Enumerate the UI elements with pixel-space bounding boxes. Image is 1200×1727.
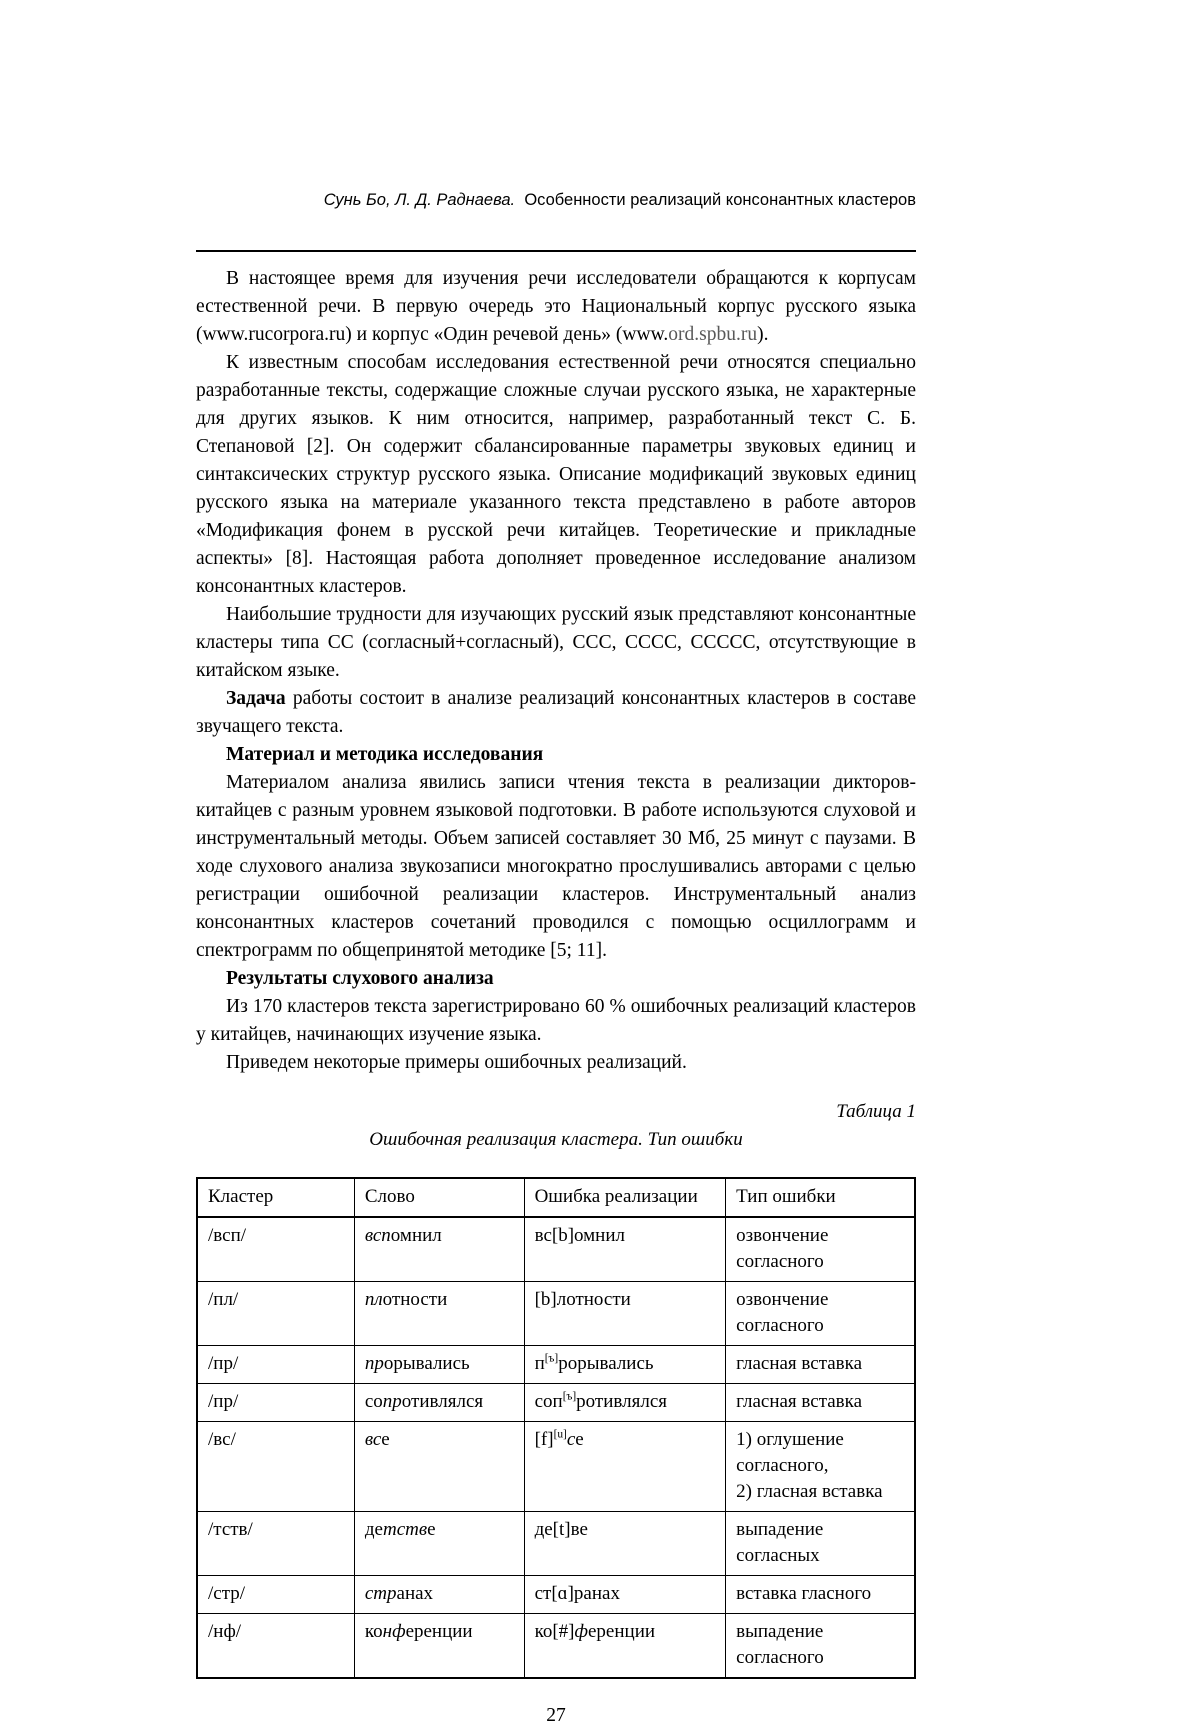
text-segment: работы состоит в анализе реализаций консонантных кластеров в составе звучащего текста. (196, 688, 916, 737)
cell-error-realization (524, 1576, 726, 1614)
cell-word (354, 1217, 524, 1282)
paragraph (196, 993, 916, 1049)
text-segment: пр (382, 1391, 402, 1412)
cell-cluster: /пл/ (197, 1282, 354, 1346)
column-header: Кластер (197, 1178, 354, 1217)
text-segment: Материал и методика исследования (226, 744, 544, 765)
text-segment: орывались (383, 1353, 470, 1374)
cell-error-realization (524, 1217, 726, 1282)
text-segment: 2) гласная вставка (736, 1481, 883, 1502)
text-column (196, 0, 916, 1727)
cell-word (354, 1614, 524, 1679)
text-segment: ). (757, 324, 769, 345)
table-head (197, 1178, 915, 1217)
cell-error-type (726, 1422, 915, 1512)
text-segment: п (534, 1353, 545, 1374)
cell-error-type (726, 1614, 915, 1679)
table-row (197, 1422, 915, 1512)
table-row (197, 1576, 915, 1614)
cell-word (354, 1346, 524, 1384)
text-segment: гласная вставка (736, 1353, 863, 1374)
text-segment: [u] (553, 1428, 567, 1441)
cell-word (354, 1576, 524, 1614)
table-row (197, 1384, 915, 1422)
paragraph (196, 1049, 916, 1077)
column-header: Тип ошибки (726, 1178, 915, 1217)
table-label: Таблица 1 (836, 1101, 916, 1122)
running-head (196, 190, 916, 210)
text-segment: еренции (405, 1621, 473, 1642)
text-segment: де[t]ве (534, 1519, 588, 1540)
text-segment: Приведем некоторые примеры ошибочных реализаций. (226, 1052, 687, 1073)
text-segment: ко (364, 1621, 383, 1642)
table-caption: Ошибочная реализация кластера. Тип ошибки (369, 1129, 743, 1150)
cell-cluster: /вс/ (197, 1422, 354, 1512)
text-segment: озвончение согласного (736, 1289, 829, 1336)
cell-word (354, 1384, 524, 1422)
text-segment: отности (382, 1289, 448, 1310)
text-segment: пл (364, 1289, 383, 1310)
text-segment: е (427, 1519, 436, 1540)
text-segment: тств (382, 1519, 428, 1540)
text-segment: ротивлялся (576, 1391, 667, 1412)
cell-error-realization (524, 1346, 726, 1384)
text-segment: омнил (390, 1225, 442, 1246)
text-segment: К известным способам исследования естественной речи относятся специально разработанные тексты, содержащие сложные случаи русского языка, не характерные для других языков. К ним относится, например, разработанный текст С. Б. Степановой [2]. Он содержит сбалансированные параметры звуковых единиц и синтаксических структур русского языка. Описание модификаций звуковых единиц русского языка на материале указанного текста представлено в работе авторов «Модификация фонем в русской речи китайцев. Теоретические и прикладные аспекты» [8]. Настоящая работа дополняет проведенное исследование анализом консонантных кластеров. (196, 352, 916, 597)
table-row (197, 1512, 915, 1576)
text-segment: Материалом анализа явились записи чтения текста в реализации дикторов-китайцев с разным уровнем языковой подготовки. В работе используются слуховой и инструментальный методы. Объем записей составляет 30 Мб, 25 минут с паузами. В ходе слухового анализа звукозаписи многократно прослушивались авторами с целью регистрации ошибочной реализации кластеров. Инструментальный анализ консонантных кластеров сочетаний проводился с помощью осциллограмм и спектрограмм по общепринятой методике [5; 11]. (196, 772, 916, 961)
text-segment: выпадение согласного (736, 1621, 824, 1668)
text-segment: ст[ɑ]ранах (534, 1583, 620, 1604)
paragraph (196, 601, 916, 685)
text-segment: всп (364, 1225, 391, 1246)
text-segment: пр (364, 1353, 384, 1374)
text-segment: Из 170 кластеров текста зарегистрировано 60 % ошибочных реализаций кластеров у китайцев, начинающих изучение языка. (196, 996, 916, 1045)
article-body (196, 265, 916, 1077)
cell-word (354, 1512, 524, 1576)
text-segment: с (566, 1429, 576, 1450)
running-head-authors: Сунь Бо, Л. Д. Раднаева. (323, 191, 516, 209)
text-segment: е (381, 1429, 390, 1450)
text-segment: ord.spbu.ru (668, 324, 758, 345)
table-row (197, 1217, 915, 1282)
paragraph (196, 349, 916, 601)
text-segment: отивлялся (401, 1391, 484, 1412)
cell-error-type (726, 1384, 915, 1422)
cell-error-realization (524, 1422, 726, 1512)
cell-word (354, 1422, 524, 1512)
text-segment: [ъ] (562, 1390, 577, 1403)
text-segment: озвончение согласного (736, 1225, 829, 1272)
cell-error-realization (524, 1614, 726, 1679)
text-segment: соп (534, 1391, 563, 1412)
column-header: Слово (354, 1178, 524, 1217)
text-segment: [f] (534, 1429, 554, 1450)
text-segment: ко[#] (534, 1621, 575, 1642)
cell-error-type (726, 1512, 915, 1576)
text-segment: [b]лотности (534, 1289, 631, 1310)
table-body (197, 1217, 915, 1678)
cell-error-realization (524, 1384, 726, 1422)
text-segment: гласная вставка (736, 1391, 863, 1412)
text-segment: вс (364, 1429, 382, 1450)
table-row (197, 1614, 915, 1679)
text-segment: еренции (588, 1621, 656, 1642)
text-segment: [ъ] (544, 1352, 559, 1365)
paragraph (196, 769, 916, 965)
running-head-title: Особенности реализаций консонантных кластеров (524, 191, 916, 209)
paragraph (196, 265, 916, 349)
cell-cluster: /тств/ (197, 1512, 354, 1576)
cell-cluster: /стр/ (197, 1576, 354, 1614)
cell-error-realization (524, 1282, 726, 1346)
text-segment: стр (364, 1583, 397, 1604)
separator-line (196, 250, 916, 252)
cell-cluster: /всп/ (197, 1217, 354, 1282)
text-segment: вс[b]омнил (534, 1225, 626, 1246)
table-row (197, 1346, 915, 1384)
text-segment: нф (382, 1621, 406, 1642)
text-segment: 1) оглушение согласного, (736, 1429, 844, 1476)
text-segment: выпадение согласных (736, 1519, 824, 1566)
cell-cluster: /пр/ (197, 1346, 354, 1384)
table-row (197, 1282, 915, 1346)
text-segment: анах (396, 1583, 434, 1604)
column-header: Ошибка реализации (524, 1178, 726, 1217)
table-header-row (197, 1178, 915, 1217)
text-segment: рорывались (558, 1353, 654, 1374)
section-heading (196, 741, 916, 769)
text-segment: Задача (226, 688, 286, 709)
text-segment: е (575, 1429, 584, 1450)
text-segment: де (364, 1519, 383, 1540)
text-segment: Результаты слухового анализа (226, 968, 494, 989)
cell-error-type (726, 1217, 915, 1282)
text-segment: Наибольшие трудности для изучающих русский язык представляют консонантные кластеры типа СС (согласный+согласный), ССС, СССС, ССССС, отсутствующие в китайском языке. (196, 604, 916, 681)
cell-cluster: /нф/ (197, 1614, 354, 1679)
cell-error-type (726, 1576, 915, 1614)
cell-error-type (726, 1346, 915, 1384)
cell-cluster: /пр/ (197, 1384, 354, 1422)
text-segment: ф (574, 1621, 588, 1642)
text-segment: вставка гласного (736, 1583, 872, 1604)
error-realization-table (196, 1177, 916, 1679)
text-segment: В настоящее время для изучения речи исследователи обращаются к корпусам естественной речи. В первую очередь это Национальный корпус русского языка (www.rucorpora.ru) и корпус «Один речевой день» (www. (196, 268, 916, 345)
cell-error-realization (524, 1512, 726, 1576)
section-heading (196, 965, 916, 993)
paragraph (196, 685, 916, 741)
text-segment: со (364, 1391, 383, 1412)
cell-error-type (726, 1282, 915, 1346)
cell-word (354, 1282, 524, 1346)
page-number: 27 (546, 1705, 566, 1726)
